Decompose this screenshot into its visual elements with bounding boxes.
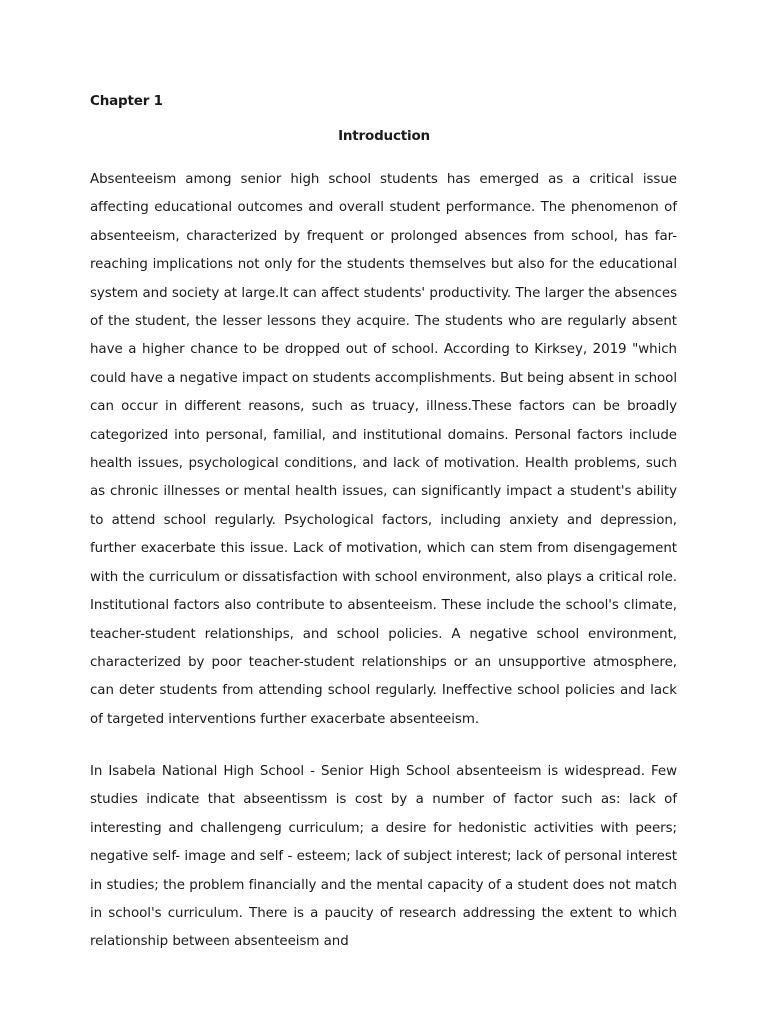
chapter-label: Chapter 1 (90, 93, 163, 109)
body-paragraph-2: In Isabela National High School - Senior High School absenteeism is widespread. Few studies indicate that abseentissm is cost by a number of factor such as: lack of interesting and challengeng curriculum; a desire for hedonistic activities with peers; negative self- image and self - esteem; lack of subject interest; lack of personal interest in studies; the problem financially and the mental capacity of a student does not match in school's curriculum. There is a paucity of research addressing the extent to which relationship between absenteeism and (90, 764, 677, 950)
body-paragraph-1: Absenteeism among senior high school students has emerged as a critical issue affecting educational outcomes and overall student performance. The phenomenon of absenteeism, characterized by frequent or prolonged absences from school, has far-reaching implications not only for the students themselves but also for the educational system and society at large.It can affect students' productivity. The larger the absences of the student, the lesser lessons they acquire. The students who are regularly absent have a higher chance to be dropped out of school. According to Kirksey, 2019 "which could have a negative impact on students accomplishments. But being absent in school can occur in different reasons, such as truacy, illness.These factors can be broadly categorized into personal, familial, and institutional domains. Personal factors include health issues, psychological conditions, and lack of motivation. Health problems, such as chronic illnesses or mental health issues, can significantly impact a student's ability to attend school regularly. Psychological factors, including anxiety and depression, further exacerbate this issue. Lack of motivation, which can stem from disengagement with the curriculum or dissatisfaction with school environment, also plays a critical role. Institutional factors also contribute to absenteeism. These include the school's climate, teacher-student relationships, and school policies. A negative school environment, characterized by poor teacher-student relationships or an unsupportive atmosphere, can deter students from attending school regularly. Ineffective school policies and lack of targeted interventions further exacerbate absenteeism. (90, 172, 677, 727)
section-title: Introduction (338, 128, 430, 144)
